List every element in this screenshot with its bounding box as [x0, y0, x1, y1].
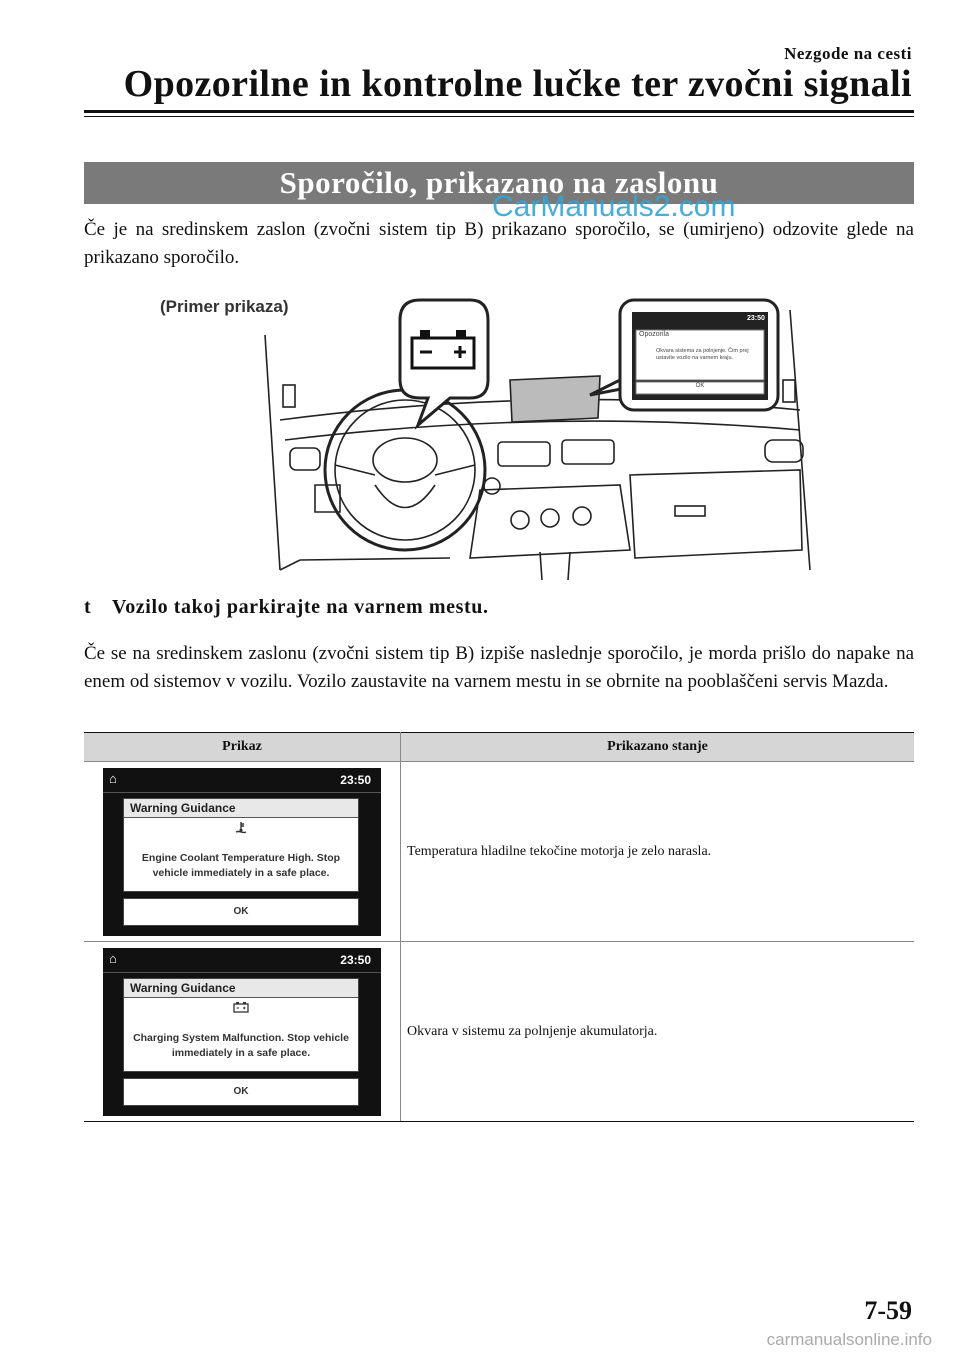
panel-title: Warning Guidance [124, 979, 358, 998]
subheading-bullet: t [84, 596, 92, 618]
table-cell-state: Temperatura hladilne tekočine motorja je zelo narasla. [401, 762, 915, 942]
page-number: 7-59 [864, 1296, 912, 1325]
header-rule-thick [84, 110, 914, 113]
section-title: Opozorilne in kontrolne lučke ter zvočni signali [123, 63, 912, 105]
dashboard-illustration [150, 290, 830, 590]
header-rule-thin [84, 116, 914, 117]
screen-divider [103, 792, 381, 793]
battery-icon [124, 1001, 358, 1016]
figure-caption: (Primer prikaza) [160, 297, 289, 316]
panel-title: Warning Guidance [124, 799, 358, 818]
table-header-row [84, 733, 914, 762]
figure-screen-ok: OK [695, 383, 705, 389]
banner-title: Sporočilo, prikazano na zaslonu [279, 165, 719, 200]
footer-watermark: carmanualsonline.info [766, 1330, 932, 1349]
panel-message: Charging System Malfunction. Stop vehicle immediately in a safe place. [133, 1031, 349, 1059]
body-paragraph: Če se na sredinskem zaslonu (zvočni sistem tip B) izpiše naslednje sporočilo, je morda prišlo do napake na enem od sistemov v vozilu. Vozilo zaustavite na varnem mestu in se obrnite na pooblaščeni servis Mazda. [84, 643, 914, 692]
chapter-heading: Nezgode na cesti [784, 44, 912, 63]
figure-screen-title: Opozorila [639, 331, 669, 338]
figure-screen-time: 23:50 [747, 315, 765, 322]
panel-message: Engine Coolant Temperature High. Stop vehicle immediately in a safe place. [141, 851, 341, 879]
screen-divider [103, 972, 381, 973]
home-icon: ⌂ [109, 770, 117, 786]
table-row [84, 942, 914, 1122]
ok-button[interactable]: OK [123, 898, 359, 926]
table-row [84, 762, 914, 942]
warning-screen [103, 948, 381, 1116]
dashboard-figure [150, 290, 830, 590]
warning-panel [123, 798, 359, 892]
watermark: CarManuals2.com [492, 190, 736, 223]
table-cell-display [84, 942, 401, 1122]
table-cell-state: Okvara v sistemu za polnjenje akumulatorja. [401, 942, 915, 1122]
ok-button[interactable]: OK [123, 1078, 359, 1106]
table-header-display: Prikaz [84, 733, 401, 762]
warning-screen [103, 768, 381, 936]
table-cell-display [84, 762, 401, 942]
intro-paragraph: Če je na sredinskem zaslon (zvočni sistem tip B) prikazano sporočilo, se (umirjeno) odzovite glede na prikazano sporočilo. [84, 219, 914, 268]
screen-time: 23:50 [340, 772, 371, 787]
subheading [84, 596, 489, 619]
subheading-text: Vozilo takoj parkirajte na varnem mestu. [112, 596, 489, 618]
warning-table [84, 732, 914, 1122]
warning-panel [123, 978, 359, 1072]
table-header-state: Prikazano stanje [401, 733, 915, 762]
home-icon: ⌂ [109, 950, 117, 966]
coolant-temperature-icon [124, 821, 358, 838]
figure-screen-message: Okvara sistema za polnjenje. Čim prej ustavite vozilo na varnem kraju. [656, 348, 749, 361]
screen-time: 23:50 [340, 952, 371, 967]
